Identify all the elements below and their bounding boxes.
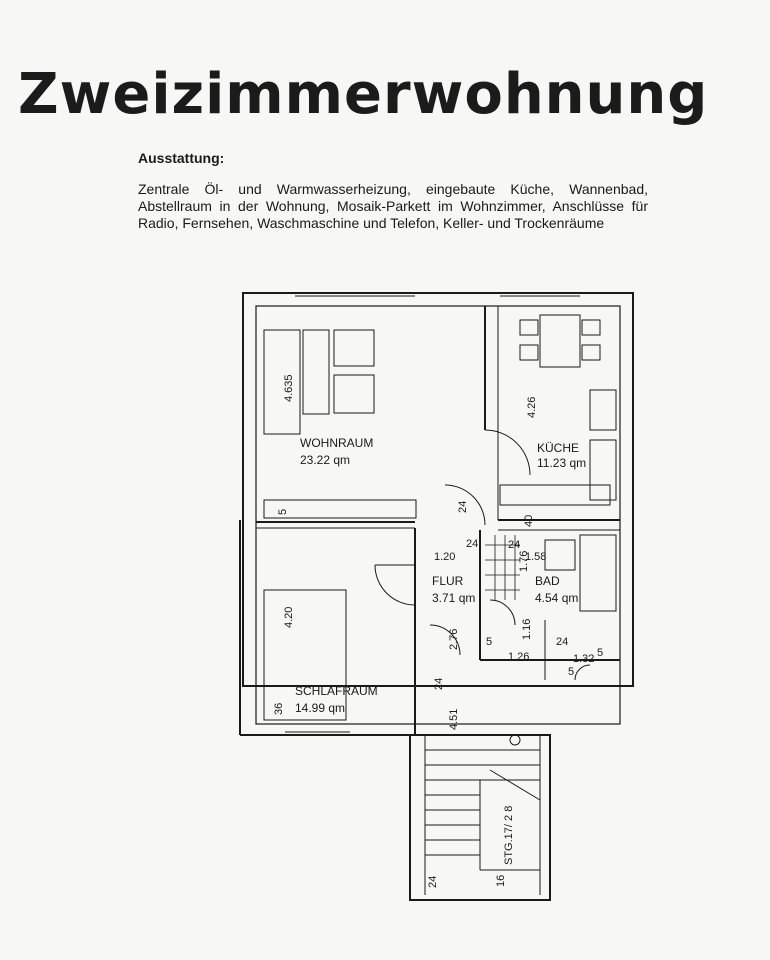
sink (545, 540, 575, 570)
dim-flur-depth: 2.76 (448, 628, 460, 650)
dim-wohnraum-depth: 4.635 (283, 374, 295, 402)
counter (590, 440, 616, 500)
dim-schlafraum-depth: 4.20 (283, 606, 295, 628)
dining-table (540, 315, 580, 367)
armchair-1 (334, 330, 374, 366)
bad-area: 4.54 qm (535, 591, 579, 605)
features-heading: Ausstattung: (138, 150, 225, 166)
stair-treads (425, 735, 540, 855)
kueche-name: KÜCHE (537, 441, 580, 455)
dim-wall-5-b: 5 (486, 636, 493, 648)
bathtub (580, 535, 616, 611)
dim-wall-5-c: 5 (568, 666, 575, 678)
kueche-area: 11.23 qm (537, 456, 587, 470)
dim-bad-width: 1.58 (525, 551, 547, 563)
dim-wall-16: 16 (495, 874, 507, 887)
wohnraum-area: 23.22 qm (300, 453, 351, 467)
dim-wall-5-d: 5 (597, 647, 604, 659)
dim-wall-24-d: 24 (433, 677, 445, 690)
dim-wall-24-e: 24 (427, 875, 439, 888)
dim-abstell-width: 1.26 (508, 651, 530, 663)
dim-wall-24-f: 24 (508, 539, 521, 551)
sofa (303, 330, 329, 414)
dim-wall-40: 40 (523, 514, 535, 527)
dim-wall-24-b: 24 (466, 538, 479, 550)
flur-area: 3.71 qm (432, 591, 476, 605)
dim-stair-steps: STG.17/ 2 8 (503, 805, 515, 865)
dim-kueche-depth: 4.26 (526, 396, 538, 418)
dim-wall-5-a: 5 (277, 508, 289, 515)
inner-wall (256, 306, 620, 724)
dim-wall-36: 36 (273, 702, 285, 715)
dim-abstell-height: 1.16 (521, 618, 533, 640)
dim-wall-24-c: 24 (556, 636, 569, 648)
dim-bad-depth: 1.76 (518, 550, 530, 572)
page-title: Zweizimmerwohnung (18, 62, 709, 127)
schlafraum-name: SCHLAFRAUM (295, 684, 378, 698)
outer-wall (243, 293, 633, 686)
dim-flur-width: 1.20 (434, 551, 456, 563)
flur-name: FLUR (432, 574, 464, 588)
schlafraum-area: 14.99 qm (295, 701, 346, 715)
dim-store-width: 1.32 (573, 653, 595, 665)
wohnraum-name: WOHNRAUM (300, 436, 374, 450)
dim-stair-landing: 4.51 (448, 708, 460, 730)
dim-wall-24-a: 24 (457, 500, 469, 513)
features-text: Zentrale Öl- und Warmwasserheizung, eingebaute Küche, Wannenbad, Abstellraum in der Wohnung, Mosaik-Parkett im Wohnzimmer, Anschlüsse für Radio, Fernsehen, Waschmaschine und Telefon, Keller- und Trockenräume (138, 181, 648, 231)
armchair-2 (334, 375, 374, 413)
bad-name: BAD (535, 574, 560, 588)
stove (590, 390, 616, 430)
